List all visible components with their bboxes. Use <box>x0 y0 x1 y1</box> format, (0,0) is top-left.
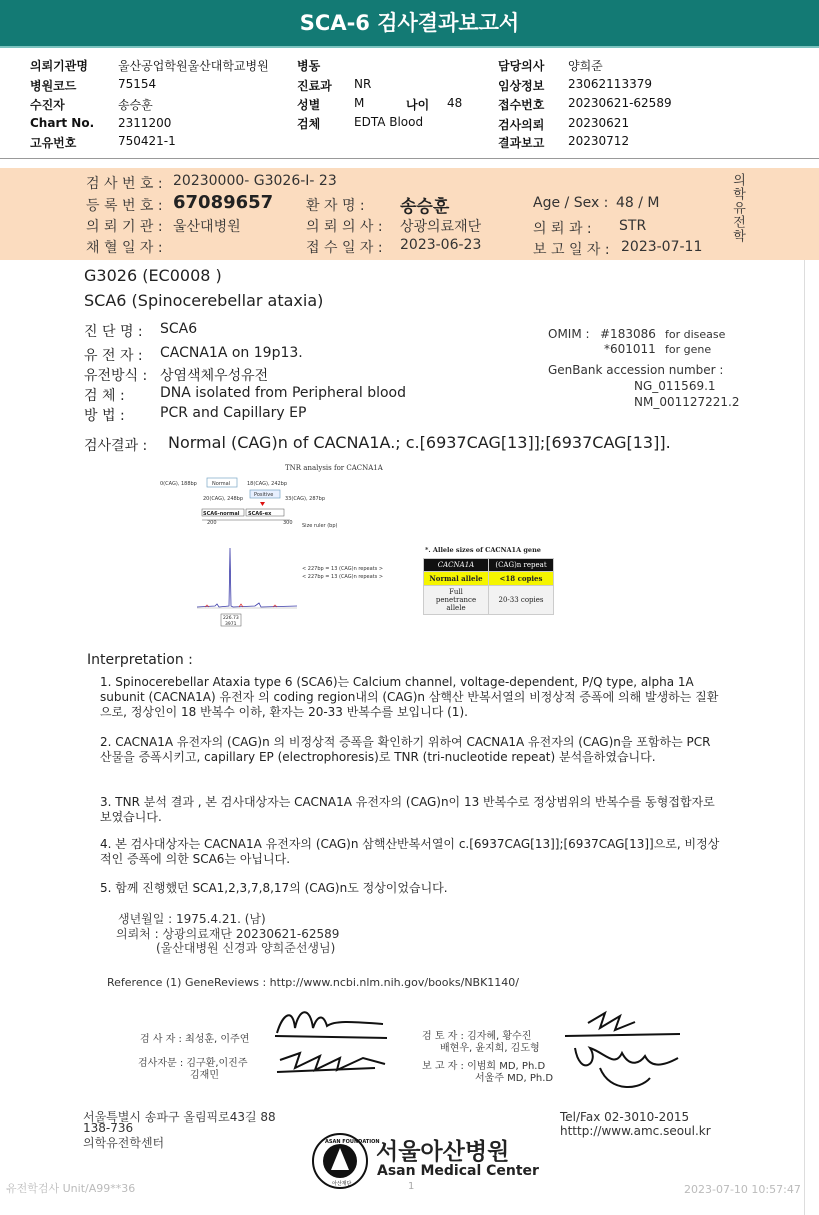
info-value: 75154 <box>118 77 157 91</box>
field-value: CACNA1A on 19p13. <box>160 345 303 361</box>
field-label: 진 단 명 : <box>84 324 143 340</box>
result-value: Normal (CAG)n of CACNA1A.; c.[6937CAG[13]];[6937CAG[13]]. <box>168 433 671 452</box>
band-label: 접 수 일 자 : <box>306 240 383 256</box>
info-value: 울산공업학원울산대학교병원 <box>118 59 269 73</box>
band-value: 상광의료재단 <box>400 219 482 235</box>
omim-gene-note: for gene <box>665 343 712 356</box>
interpretation-paragraph: 5. 함께 진행했던 SCA1,2,3,7,8,17의 (CAG)n도 정상이었습니다. <box>100 881 448 895</box>
figure-title: TNR analysis for CACNA1A <box>285 464 383 472</box>
info-value: 송승훈 <box>118 98 153 112</box>
field-value: SCA6 <box>160 321 198 337</box>
peak-size: 226.73 <box>223 616 239 621</box>
info-label: 성별 <box>297 98 321 112</box>
band-value: 울산대병원 <box>173 219 241 235</box>
arrow-marker-icon <box>260 502 265 506</box>
divider <box>0 158 819 159</box>
address-line: 138-736 <box>83 1121 134 1135</box>
advisor: 검사자문 : 김구환,이진주 <box>138 1058 248 1069</box>
genbank-label: GenBank accession number : <box>548 363 724 377</box>
department-vertical-label: 의학유전학 <box>730 173 745 243</box>
signature-examiner <box>265 998 395 1083</box>
omim-disease-id: #183086 <box>600 327 656 341</box>
allele-size-table <box>423 558 554 615</box>
figure-label: 0(CAG), 188bp <box>160 481 197 487</box>
ruler-caption: Size ruler (bp) <box>302 523 338 529</box>
info-label: Chart No. <box>30 116 95 130</box>
field-value: 상염색체우성유전 <box>160 368 269 384</box>
examiner: 검 사 자 : 최성훈, 이주연 <box>140 1034 250 1045</box>
tnr-figure <box>155 460 425 630</box>
field-label: 유 전 자 : <box>84 348 143 364</box>
interpretation-paragraph: 2. CACNA1A 유전자의 (CAG)n 의 비정상적 증폭을 확인하기 위하여 CACNA1A 유전자의 (CAG)n을 포함하는 PCR 산물을 증폭시키고, capillary EP (electrophoresis)로 TNR (tri-nucleotide repeat) 분석을하였습니다. <box>100 735 711 764</box>
tel-fax: Tel/Fax 02-3010-2015 <box>560 1110 690 1124</box>
info-label: 임상정보 <box>498 79 545 93</box>
table-header: (CAG)n repeat <box>489 559 554 572</box>
hospital-logo-english: Asan Medical Center <box>377 1163 539 1179</box>
band-label: 검 사 번 호 : <box>86 176 163 192</box>
genbank-id: NG_011569.1 <box>634 379 716 393</box>
reviewer: 검 토 자 : 김자혜, 황수진 <box>422 1031 532 1042</box>
address-line: 서울특별시 송파구 올림픽로43길 88 <box>83 1110 276 1124</box>
omim-label: OMIM : <box>548 327 590 341</box>
band-label: 환 자 명 : <box>306 198 365 214</box>
figure-label: 33(CAG), 287bp <box>285 496 326 502</box>
info-label: 의뢰기관명 <box>30 59 88 73</box>
omim-disease-note: for disease <box>665 328 726 341</box>
band-value: 2023-06-23 <box>400 237 482 253</box>
result-label: 검사결과 : <box>84 438 148 454</box>
band-label: 보 고 일 자 : <box>533 242 610 258</box>
info-label: 접수번호 <box>498 98 545 112</box>
page-number: 1 <box>408 1181 415 1192</box>
test-code: G3026 (EC0008 ) <box>84 266 222 285</box>
band-label: 채 혈 일 자 : <box>86 240 163 256</box>
field-value: PCR and Capillary EP <box>160 405 307 421</box>
info-value: EDTA Blood <box>354 115 424 129</box>
peak-height: 3971 <box>225 622 237 627</box>
info-label: 수진자 <box>30 98 65 112</box>
table-cell: <18 copies <box>489 572 554 586</box>
info-label: 검사의뢰 <box>498 118 545 132</box>
birth-date: 생년월일 : 1975.4.21. (남) <box>118 912 266 926</box>
info-value: 20230621 <box>568 116 630 130</box>
info-label: 담당의사 <box>498 59 545 73</box>
band-value: STR <box>619 218 647 234</box>
report-title: SCA-6 검사결과보고서 <box>0 0 819 48</box>
reviewer-2: 배현우, 윤지희, 김도형 <box>440 1043 540 1054</box>
asan-foundation-seal <box>311 1132 380 1190</box>
table-cell: Normal allele <box>424 572 489 586</box>
band-value: 48 / M <box>616 195 660 211</box>
field-value: DNA isolated from Peripheral blood <box>160 385 407 401</box>
hospital-logo-korean: 서울아산병원 <box>376 1139 510 1165</box>
figure-label: 18(CAG), 242bp <box>247 481 288 487</box>
print-timestamp: 2023-07-10 10:57:47 <box>684 1183 801 1196</box>
figure-label: SCA6-ex <box>248 511 272 517</box>
figure-label: SCA6-normal <box>203 511 240 517</box>
interpretation-paragraph: 1. Spinocerebellar Ataxia type 6 (SCA6)는 Calcium channel, voltage-dependent, P/Q type, alpha 1A subunit (CACNA1A) 유전자 의 coding region내의 (CAG)n 삼핵산 반복서열의 비정상적 증폭에 의해 발생하는 질환으로, 정상인이 18 반복수 이하, 환자는 20-33 반복수를 보입니다 (1). <box>100 675 719 719</box>
repeat-note: < 227bp = 13 (CAG)n repeats > <box>302 574 384 580</box>
info-value: M <box>354 96 365 110</box>
unit-code: 유전학검사 Unit/A99**36 <box>6 1182 136 1195</box>
address-line: 의학유전학센터 <box>83 1136 165 1150</box>
info-value: 20230621-62589 <box>568 96 672 110</box>
requester-detail: (울산대병원 신경과 양희준선생님) <box>156 941 336 955</box>
interpretation-paragraph: 4. 본 검사대상자는 CACNA1A 유전자의 (CAG)n 삼핵산반복서열이 c.[6937CAG[13]];[6937CAG[13]]으로, 비정상적인 증폭에 의한 SCA6는 아닙니다. <box>100 837 720 866</box>
field-label: 검 체 : <box>84 388 125 404</box>
info-label: 병원코드 <box>30 79 77 93</box>
requester: 의뢰처 : 상광의료재단 20230621-62589 <box>116 927 340 941</box>
reporter: 보 고 자 : 이범희 MD, Ph.D <box>422 1061 546 1072</box>
signature-reporter <box>560 1008 690 1093</box>
info-value: 23062113379 <box>568 77 652 91</box>
band-label: 등 록 번 호 : <box>86 198 163 214</box>
interpretation-heading: Interpretation : <box>87 652 193 668</box>
info-value: 20230712 <box>568 134 630 148</box>
band-label: 의 뢰 기 관 : <box>86 219 163 235</box>
omim-gene-id: *601011 <box>604 342 656 356</box>
band-value: 67089657 <box>173 192 274 213</box>
website-link[interactable]: htttp://www.amc.seoul.kr <box>560 1124 711 1138</box>
allele-table-title: *. Allele sizes of CACNA1A gene <box>425 546 541 554</box>
info-label: 검체 <box>297 117 321 131</box>
ruler-tick: 300 <box>283 520 293 526</box>
band-label: 의 뢰 과 : <box>533 221 592 237</box>
info-value: 2311200 <box>118 116 172 130</box>
info-label: 결과보고 <box>498 136 545 150</box>
reporter-2: 서울주 MD, Ph.D <box>475 1073 554 1084</box>
info-label: 고유번호 <box>30 136 77 150</box>
field-label: 방 법 : <box>84 408 125 424</box>
info-value: 750421-1 <box>118 134 176 148</box>
band-label: Age / Sex : <box>533 195 609 211</box>
reference-link[interactable]: Reference (1) GeneReviews : http://www.ncbi.nlm.nih.gov/books/NBK1140/ <box>107 976 520 989</box>
info-label: 진료과 <box>297 79 332 93</box>
interpretation-paragraph: 3. TNR 분석 결과 , 본 검사대상자는 CACNA1A 유전자의 (CAG)n이 13 반복수로 정상범위의 반복수를 동형접합자로 보였습니다. <box>100 795 715 824</box>
ruler-tick: 200 <box>207 520 217 526</box>
info-label: 나이 <box>406 98 430 112</box>
info-label: 병동 <box>297 59 321 73</box>
band-label: 의 뢰 의 사 : <box>306 219 383 235</box>
figure-label: Positive <box>254 492 274 498</box>
table-header: CACNA1A <box>424 559 489 572</box>
info-value: NR <box>354 77 372 91</box>
table-cell: 20-33 copies <box>489 586 554 615</box>
figure-label: Normal <box>212 481 231 487</box>
repeat-note: < 227bp = 13 (CAG)n repeats > <box>302 566 384 572</box>
advisor-2: 김재민 <box>190 1070 219 1081</box>
band-value: 2023-07-11 <box>621 239 703 255</box>
info-value: 양희준 <box>568 59 603 73</box>
info-value: 48 <box>447 96 463 110</box>
test-name: SCA6 (Spinocerebellar ataxia) <box>84 291 324 310</box>
figure-label: 20(CAG), 248bp <box>203 496 244 502</box>
band-value: 20230000- G3026-I- 23 <box>173 173 337 189</box>
seal-text: ASAN FOUNDATION <box>325 1139 380 1145</box>
field-label: 유전방식 : <box>84 368 148 384</box>
table-cell: Full penetrance allele <box>424 586 489 615</box>
seal-text: 아산재단 <box>332 1181 352 1187</box>
band-value: 송승훈 <box>400 197 450 217</box>
electropherogram-trace <box>197 548 297 607</box>
genbank-id: NM_001127221.2 <box>634 395 740 409</box>
